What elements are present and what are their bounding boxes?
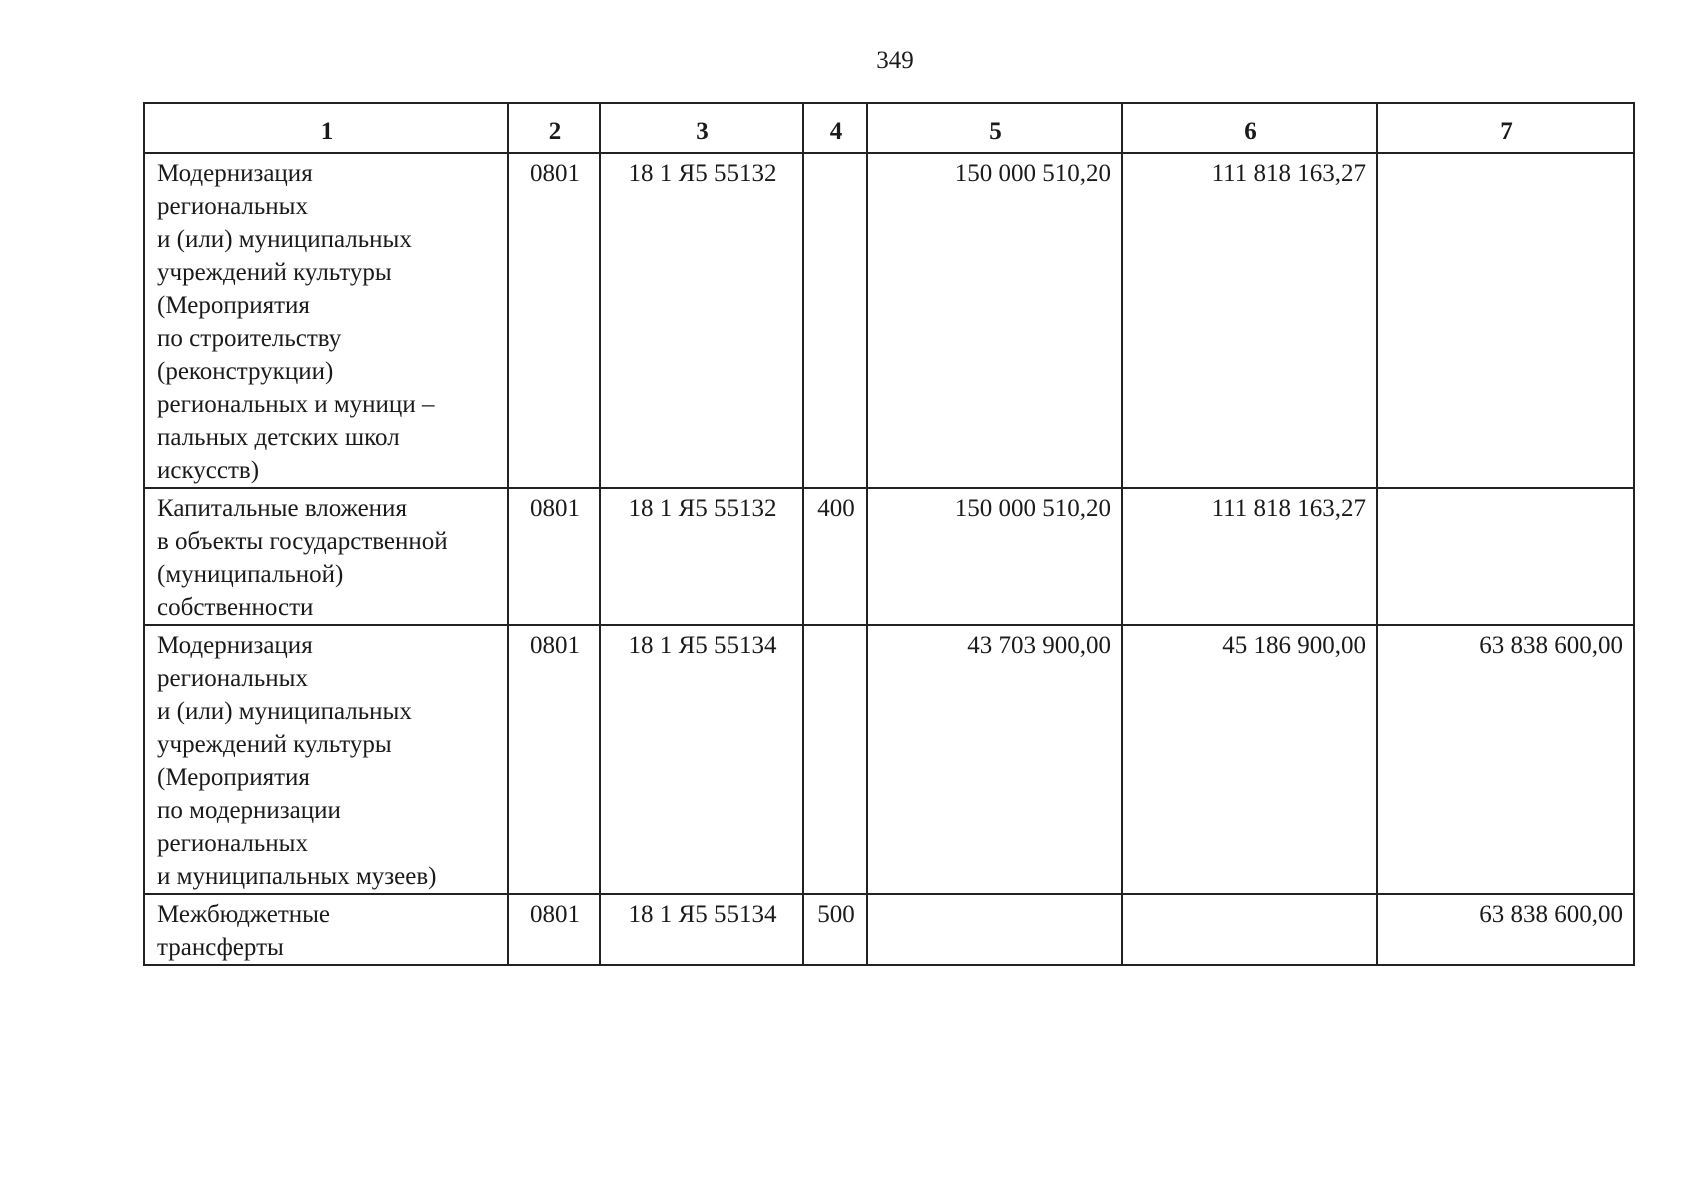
table-row — [144, 488, 1634, 625]
row-name: Модернизация региональных и (или) муниципальных учреждений культуры (Мероприятия по модернизации региональных и муниципальных музеев) — [144, 625, 508, 894]
row-sum-col-7: 63 838 600,00 — [1377, 894, 1634, 965]
row-section: 0801 — [508, 894, 600, 965]
header-col-4: 4 — [803, 103, 867, 153]
row-target-code: 18 1 Я5 55134 — [600, 894, 803, 965]
row-sum-col-5: 150 000 510,20 — [867, 488, 1122, 625]
table-row — [144, 625, 1634, 894]
row-target-code: 18 1 Я5 55132 — [600, 488, 803, 625]
row-sum-col-6: 45 186 900,00 — [1122, 625, 1377, 894]
row-sum-col-6 — [1122, 894, 1377, 965]
row-section: 0801 — [508, 488, 600, 625]
row-section: 0801 — [508, 625, 600, 894]
table-row — [144, 153, 1634, 488]
row-expense-type — [803, 625, 867, 894]
row-expense-type: 400 — [803, 488, 867, 625]
row-sum-col-5 — [867, 894, 1122, 965]
header-col-5: 5 — [867, 103, 1122, 153]
row-sum-col-6: 111 818 163,27 — [1122, 153, 1377, 488]
header-col-2: 2 — [508, 103, 600, 153]
row-sum-col-5: 43 703 900,00 — [867, 625, 1122, 894]
header-col-3: 3 — [600, 103, 803, 153]
budget-table — [143, 102, 1635, 966]
row-target-code: 18 1 Я5 55134 — [600, 625, 803, 894]
table-header-row — [144, 103, 1634, 153]
row-sum-col-5: 150 000 510,20 — [867, 153, 1122, 488]
header-col-1: 1 — [144, 103, 508, 153]
row-name: Модернизация региональных и (или) муниципальных учреждений культуры (Мероприятия по строительству (реконструкции) региональных и муници – пальных детских школ искусств) — [144, 153, 508, 488]
row-sum-col-7: 63 838 600,00 — [1377, 625, 1634, 894]
row-sum-col-7 — [1377, 153, 1634, 488]
header-col-6: 6 — [1122, 103, 1377, 153]
row-sum-col-6: 111 818 163,27 — [1122, 488, 1377, 625]
row-sum-col-7 — [1377, 488, 1634, 625]
row-section: 0801 — [508, 153, 600, 488]
row-expense-type — [803, 153, 867, 488]
row-name: Межбюджетные трансферты — [144, 894, 508, 965]
header-col-7: 7 — [1377, 103, 1634, 153]
table-row — [144, 894, 1634, 965]
row-expense-type: 500 — [803, 894, 867, 965]
row-target-code: 18 1 Я5 55132 — [600, 153, 803, 488]
page-number: 349 — [876, 47, 914, 74]
row-name: Капитальные вложения в объекты государственной (муниципальной) собственности — [144, 488, 508, 625]
